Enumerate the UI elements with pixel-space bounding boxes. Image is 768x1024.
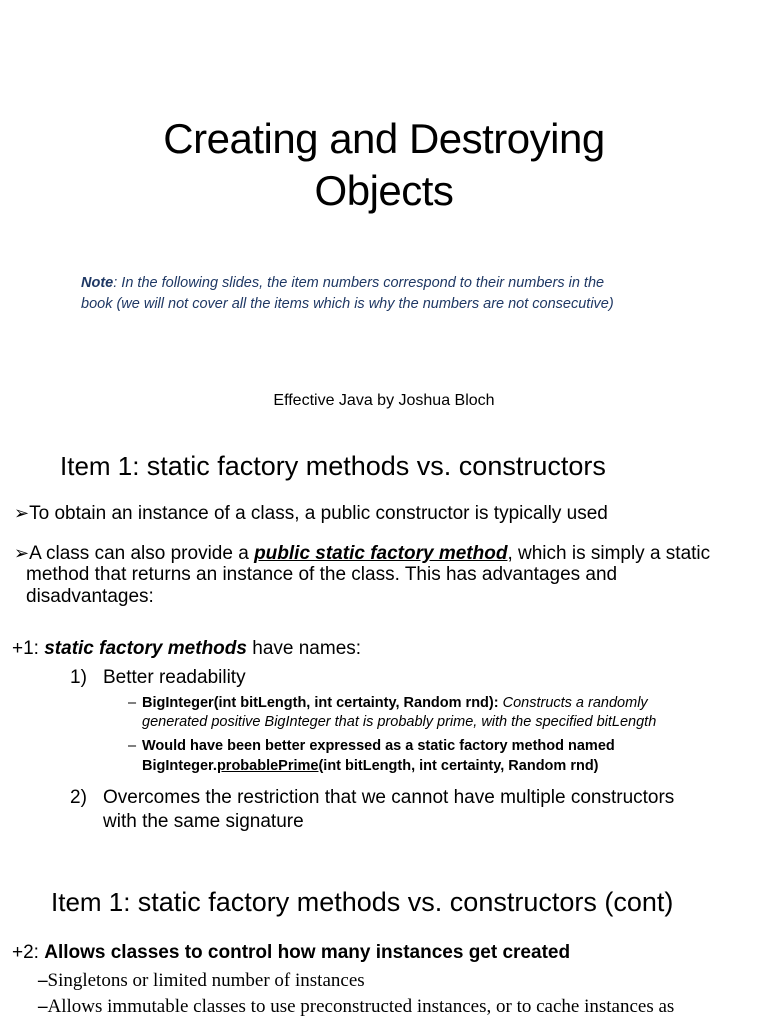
sub2-line2 (142, 757, 599, 776)
item1-number: 1) (70, 667, 87, 688)
sub1-line1 (142, 694, 648, 713)
plus2-line (12, 942, 570, 964)
bullet-2-emphasis: public static factory method (254, 543, 508, 564)
dash-icon: – (38, 970, 48, 991)
slide3-sub2-text: Allows immutable classes to use preconstructed instances, or to cache instances as (47, 996, 675, 1017)
plus2-bold: Allows classes to control how many instances get created (44, 942, 571, 963)
note-label: Note (81, 275, 114, 291)
slide3-sub2 (38, 996, 674, 1018)
sub2-dash: – (128, 738, 137, 754)
bullet-2-line3: disadvantages: (26, 586, 154, 607)
bullet-2-line2: method that returns an instance of the class. This has advantages and (26, 564, 618, 585)
sub1-bold: BigInteger(int bitLength, int certainty, Random rnd): (142, 695, 499, 711)
item2-line2: with the same signature (103, 811, 304, 832)
plus2-prefix: +2: (12, 942, 45, 963)
slide-title-line1: Creating and Destroying (163, 115, 605, 162)
item2-number: 2) (70, 787, 87, 808)
item2-line1: Overcomes the restriction that we cannot have multiple constructors (103, 787, 675, 808)
note-line2: book (we will not cover all the items which is why the numbers are not consecutive) (81, 296, 614, 312)
bullet-1 (14, 502, 608, 525)
sub2-method: probablePrime (216, 758, 319, 774)
plus1-end: have names: (246, 638, 362, 659)
bullet-2-start: A class can also provide a (29, 543, 255, 564)
note-line1 (81, 273, 604, 294)
dash-icon: – (38, 996, 48, 1017)
slide3-sub1 (38, 970, 365, 992)
slide3-heading-bold: static factory methods vs. constructors (cont) (137, 887, 674, 917)
slide-title-line2: Objects (314, 167, 454, 214)
plus1-line (12, 638, 361, 660)
bullet-1-text: To obtain an instance of a class, a public constructor is typically used (29, 503, 608, 524)
plus1-emphasis: static factory methods (44, 638, 247, 659)
sub1-dash: – (128, 695, 137, 711)
slide2-heading-prefix: Item 1: (60, 451, 147, 481)
sub2-params: (int bitLength, int certainty, Random rnd) (318, 758, 599, 774)
sub2-line1: Would have been better expressed as a static factory method named (142, 738, 615, 754)
slide3-heading (51, 886, 673, 918)
byline: Effective Java by Joshua Bloch (273, 392, 495, 409)
arrow-bullet-icon: ➢ (14, 543, 30, 563)
slide3-heading-prefix: Item 1: (51, 887, 138, 917)
item1-text: Better readability (103, 667, 246, 688)
bullet-2-end: , which is simply a static (507, 543, 711, 564)
arrow-bullet-icon: ➢ (14, 503, 30, 523)
slide2-heading (60, 450, 606, 482)
slide3-sub1-text: Singletons or limited number of instances (47, 970, 365, 991)
note-text-1: : In the following slides, the item numbers correspond to their numbers in the (113, 275, 605, 291)
sub2-class: BigInteger. (142, 758, 217, 774)
slide2-heading-bold: static factory methods vs. constructors (146, 451, 606, 481)
bullet-2 (14, 542, 710, 565)
sub1-italic: Constructs a randomly (498, 695, 648, 711)
sub1-line2: generated positive BigInteger that is probably prime, with the specified bitLength (142, 714, 657, 730)
plus1-prefix: +1: (12, 638, 45, 659)
